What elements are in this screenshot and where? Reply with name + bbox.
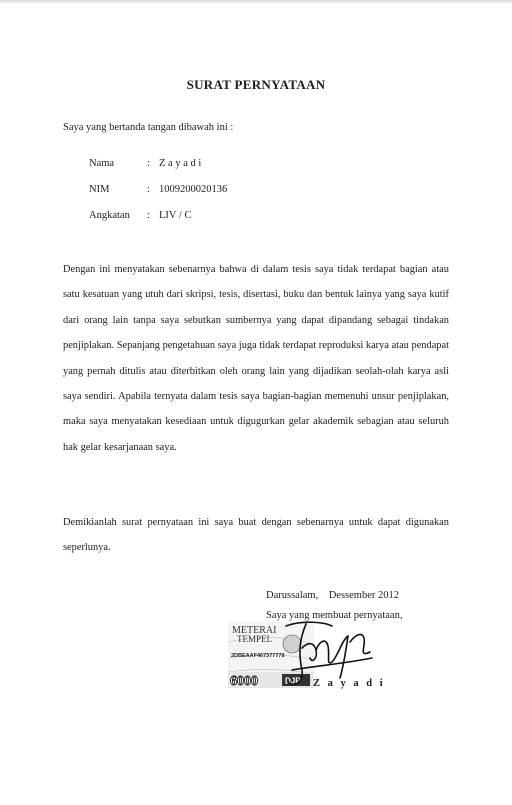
identity-row-nim [89,184,227,210]
identity-label: Angkatan [89,210,130,221]
identity-separator: : [147,184,150,195]
statement-paragraph: Dengan ini menyatakan sebenarnya bahwa di dalam tesis saya tidak terdapat bagian atau satu kesatuan yang utuh dari skripsi, tesis, disertasi, buku dan bentuk lainya yang saya kutif dari orang lain tanpa saya sebutkan sumbernya yang dapat dipandang sebagai tindakan penjiplakan. Sepanjang pengetahuan saya juga tidak terdapat reproduksi karya atau pendapat yang pernah ditulis atau diterbitkan oleh orang lain yang dijadikan seolah-olah karya asli saya sendiri. Apabila ternyata dalam tesis saya bagian-bagian memenuhi unsur penjiplakan, maka saya menyatakan kesediaan untuk digugurkan gelar akademik sebagian atau seluruh hak gelar kesarjanaan saya. [63,264,449,453]
stamp-value: 6000 [230,674,258,688]
identity-value: Z a y a d i [159,158,202,169]
identity-row-name [89,158,227,184]
identity-separator: : [147,158,150,169]
signer-name: Z a y a d i [313,678,386,689]
identity-value: 1009200020136 [159,184,228,195]
intro-line: Saya yang bertanda tangan dibawah ini : [63,122,234,133]
place-text: Darussalam, [266,590,319,601]
maker-line: Saya yang membuat pernyataan, [266,610,403,621]
stamp-line2: TEMPEL [237,634,272,644]
closing-paragraph: Demikianlah surat pernyataan ini saya buat dengan sebenarnya untuk dapat digunakan seperlunya. [63,517,449,554]
identity-label: NIM [89,184,110,195]
identity-label: Nama [89,158,115,169]
date-text: Dessember 2012 [328,590,399,601]
identity-block [89,158,227,236]
stamp-line1: METERAI [232,625,277,636]
letter-title: SURAT PERNYATAAN [186,77,326,92]
stamp-serial: 2DBEAAF467377778 [231,653,285,659]
stamp-brand: DJP [285,676,301,686]
identity-row-angkatan [89,210,227,236]
identity-separator: : [147,210,150,221]
place-date-line [266,590,399,601]
identity-value: LIV / C [159,210,192,221]
